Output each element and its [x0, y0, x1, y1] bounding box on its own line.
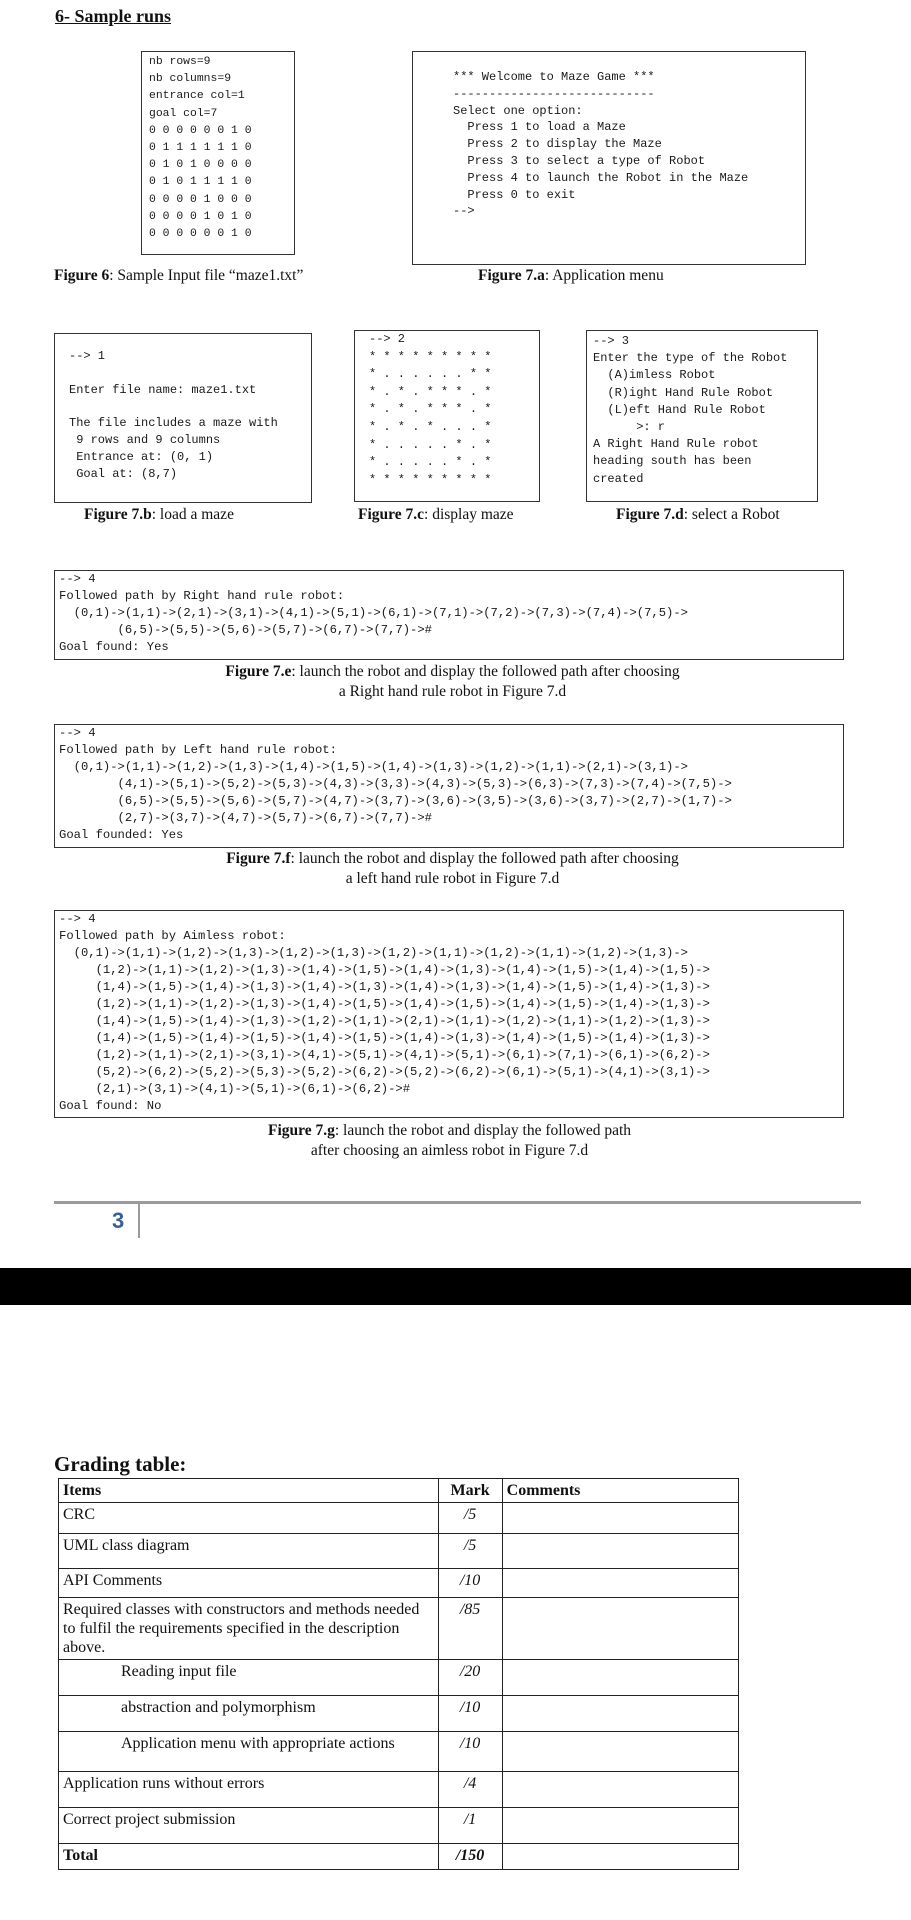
console-line: Enter file name: maze1.txt: [69, 382, 257, 397]
console-line: * . . . . . . * *: [369, 367, 492, 382]
console-line: nb rows=9: [149, 56, 211, 68]
figure-7c-box: [354, 330, 540, 502]
grading-comment: [502, 1660, 738, 1696]
grading-header-items: Items: [59, 1479, 439, 1503]
grading-table: [58, 1478, 739, 1870]
console-line: 0 0 0 0 0 0 1 0: [149, 124, 252, 137]
figure-7e-content: [59, 571, 688, 656]
console-line: (0,1)->(1,1)->(1,2)->(1,3)->(1,4)->(1,5)->(1,4)->(1,3)->(1,2)->(1,1)->(2,1)->(3,1)->: [59, 760, 688, 774]
console-line: (0,1)->(1,1)->(2,1)->(3,1)->(4,1)->(5,1)->(6,1)->(7,1)->(7,2)->(7,3)->(7,4)->(7,5)->: [59, 606, 688, 620]
console-line: (1,4)->(1,5)->(1,4)->(1,3)->(1,4)->(1,3)->(1,4)->(1,3)->(1,4)->(1,5)->(1,4)->(1,3)->: [59, 980, 710, 994]
grading-item: UML class diagram: [59, 1534, 439, 1569]
console-line: (L)eft Hand Rule Robot: [593, 402, 766, 417]
console-line: (1,2)->(1,1)->(1,2)->(1,3)->(1,4)->(1,5)->(1,4)->(1,3)->(1,4)->(1,5)->(1,4)->(1,5)->: [59, 963, 710, 977]
console-line: (R)ight Hand Rule Robot: [593, 385, 774, 400]
console-line: (5,2)->(6,2)->(5,2)->(5,3)->(5,2)->(6,2)->(5,2)->(6,2)->(6,1)->(5,1)->(4,1)->(3,1)->: [59, 1065, 710, 1079]
console-line: [69, 398, 278, 415]
grading-item: Application runs without errors: [59, 1772, 439, 1808]
grading-comment: [502, 1844, 738, 1870]
console-line: *** Welcome to Maze Game ***: [453, 70, 655, 84]
grading-table-title: Grading table:: [54, 1452, 187, 1476]
console-line: (A)imless Robot: [593, 368, 716, 383]
console-line: 0 0 0 0 0 0 1 0: [149, 228, 252, 241]
console-line: (6,5)->(5,5)->(5,6)->(5,7)->(6,7)->(7,7)->#: [59, 623, 432, 637]
console-line: * . . . . . * . *: [369, 455, 492, 470]
console-line: Press 0 to exit: [453, 187, 576, 202]
console-line: 9 rows and 9 columns: [69, 432, 221, 447]
console-line: goal col=7: [149, 107, 218, 120]
console-line: * . * . * * * . *: [369, 402, 492, 417]
console-line: 0 1 0 1 1 1 1 0: [149, 176, 252, 189]
section-heading: 6- Sample runs: [55, 6, 172, 26]
grading-item: CRC: [59, 1503, 439, 1534]
figure-7d-caption: Figure 7.d: select a Robot: [616, 506, 780, 523]
grading-item-total: Total: [59, 1844, 439, 1870]
figure-7f-content: [59, 725, 732, 844]
console-line: The file includes a maze with: [69, 416, 278, 431]
grading-comment: [502, 1772, 738, 1808]
footer-rule: [54, 1201, 861, 1204]
grading-item: Application menu with appropriate actions: [59, 1732, 439, 1772]
figure-7a-caption: Figure 7.a: Application menu: [478, 267, 664, 284]
grading-item: abstraction and polymorphism: [59, 1696, 439, 1732]
table-row: [59, 1660, 739, 1696]
table-row: [59, 1503, 739, 1534]
console-line: Goal founded: Yes: [59, 828, 184, 842]
console-line: (1,4)->(1,5)->(1,4)->(1,5)->(1,4)->(1,5)->(1,4)->(1,3)->(1,4)->(1,5)->(1,4)->(1,3)->: [59, 1031, 710, 1045]
figure-6-content: [149, 54, 252, 243]
console-line: (2,7)->(3,7)->(4,7)->(5,7)->(6,7)->(7,7)->#: [59, 811, 432, 825]
console-line: 0 1 0 1 0 0 0 0: [149, 159, 252, 172]
figure-7b-content: [69, 348, 278, 482]
figure-7e-box: [54, 570, 844, 660]
grading-mark: /5: [438, 1503, 502, 1534]
console-line: Followed path by Left hand rule robot:: [59, 743, 337, 757]
grading-item: API Comments: [59, 1569, 439, 1598]
figure-7d-box: [586, 330, 818, 502]
grading-comment: [502, 1696, 738, 1732]
table-row-total: [59, 1844, 739, 1870]
grading-header-mark: Mark: [438, 1479, 502, 1503]
console-line: A Right Hand Rule robot: [593, 437, 759, 452]
grading-comment: [502, 1598, 738, 1660]
table-row: [59, 1569, 739, 1598]
console-line: Followed path by Aimless robot:: [59, 929, 286, 943]
console-line: (1,2)->(1,1)->(2,1)->(3,1)->(4,1)->(5,1)->(4,1)->(5,1)->(6,1)->(7,1)->(6,1)->(6,2)->: [59, 1048, 710, 1062]
grading-item: Required classes with constructors and methods needed to fulfil the requirements specified in the description above.: [59, 1598, 439, 1660]
grading-item: Correct project submission: [59, 1808, 439, 1844]
console-line: Goal found: No: [59, 1099, 162, 1113]
console-line: * . * . * . . . *: [369, 419, 492, 434]
figure-7f-box: [54, 724, 844, 848]
console-line: --> 4: [59, 572, 96, 586]
figure-7e-caption: Figure 7.e: launch the robot and display the followed path after choosing a Right hand rule robot in Figure 7.d: [225, 663, 680, 700]
console-line: * * * * * * * * *: [369, 349, 492, 364]
console-line: (1,2)->(1,1)->(1,2)->(1,3)->(1,4)->(1,5)->(1,4)->(1,5)->(1,4)->(1,5)->(1,4)->(1,3)->: [59, 997, 710, 1011]
console-line: --> 2: [369, 332, 406, 346]
grading-comment: [502, 1808, 738, 1844]
grading-comment: [502, 1569, 738, 1598]
figure-7c-caption: Figure 7.c: display maze: [358, 506, 514, 523]
grading-mark: /10: [438, 1732, 502, 1772]
console-line: entrance col=1: [149, 90, 245, 103]
grading-comment: [502, 1534, 738, 1569]
console-line: * . * . * * * . *: [369, 384, 492, 399]
page-separator-band: [0, 1268, 911, 1305]
figure-7g-content: [59, 911, 710, 1115]
console-line: --> 4: [59, 726, 96, 740]
console-line: ----------------------------: [453, 86, 655, 101]
console-line: --> 3: [593, 334, 630, 348]
table-row: [59, 1598, 739, 1660]
figure-7f-caption: Figure 7.f: launch the robot and display the followed path after choosing a left hand rule robot in Figure 7.d: [226, 850, 679, 887]
console-line: Press 2 to display the Maze: [453, 137, 662, 152]
console-line: 0 1 1 1 1 1 1 0: [149, 142, 252, 155]
console-line: nb columns=9: [149, 73, 232, 86]
console-line: -->: [453, 204, 475, 219]
figure-7c-content: [369, 331, 491, 489]
grading-mark: /4: [438, 1772, 502, 1808]
console-line: (0,1)->(1,1)->(1,2)->(1,3)->(1,2)->(1,3)->(1,2)->(1,1)->(1,2)->(1,1)->(1,2)->(1,3)->: [59, 946, 688, 960]
console-line: Enter the type of the Robot: [593, 351, 788, 366]
console-line: 0 0 0 0 1 0 1 0: [149, 210, 252, 223]
grading-mark: /20: [438, 1660, 502, 1696]
console-line: Press 4 to launch the Robot in the Maze: [453, 170, 749, 185]
console-line: Press 3 to select a type of Robot: [453, 153, 706, 168]
console-line: >: r: [593, 420, 666, 435]
console-line: * . . . . . * . *: [369, 437, 492, 452]
grading-comment: [502, 1732, 738, 1772]
console-line: [69, 365, 278, 382]
console-line: created: [593, 471, 644, 486]
console-line: heading south has been: [593, 454, 752, 469]
console-line: --> 4: [59, 912, 96, 926]
figure-7a-box: [412, 51, 806, 265]
console-line: 0 0 0 0 1 0 0 0: [149, 193, 252, 206]
figure-6-caption: Figure 6: Sample Input file “maze1.txt”: [54, 267, 304, 284]
console-line: Goal found: Yes: [59, 640, 169, 654]
console-line: Press 1 to load a Maze: [453, 120, 626, 135]
console-line: * * * * * * * * *: [369, 472, 492, 487]
grading-mark: /1: [438, 1808, 502, 1844]
console-line: (6,5)->(5,5)->(5,6)->(5,7)->(4,7)->(3,7)->(3,6)->(3,5)->(3,6)->(3,7)->(2,7)->(1,7)->: [59, 794, 732, 808]
grading-mark: /10: [438, 1569, 502, 1598]
figure-7g-caption: Figure 7.g: launch the robot and display the followed path after choosing an aimless robot in Figure 7.d: [267, 1122, 632, 1159]
page-number-divider: [138, 1204, 140, 1238]
console-line: (2,1)->(3,1)->(4,1)->(5,1)->(6,1)->(6,2)->#: [59, 1082, 411, 1096]
grading-mark: /85: [438, 1598, 502, 1660]
figure-7a-content: [453, 69, 748, 220]
figure-7g-box: [54, 910, 844, 1118]
table-row: [59, 1696, 739, 1732]
grading-mark: /10: [438, 1696, 502, 1732]
table-row: [59, 1534, 739, 1569]
console-line: Goal at: (8,7): [69, 466, 178, 481]
grading-mark: /5: [438, 1534, 502, 1569]
grading-comment: [502, 1503, 738, 1534]
table-row: [59, 1772, 739, 1808]
console-line: --> 1: [69, 349, 106, 363]
grading-header-comments: Comments: [502, 1479, 738, 1503]
page-number: 3: [112, 1208, 125, 1233]
console-line: Followed path by Right hand rule robot:: [59, 589, 345, 603]
figure-7b-box: [54, 333, 312, 503]
figure-6-box: [141, 51, 295, 255]
table-row: [59, 1808, 739, 1844]
grading-mark-total: /150: [438, 1844, 502, 1870]
console-line: Entrance at: (0, 1): [69, 449, 214, 464]
console-line: Select one option:: [453, 103, 583, 118]
figure-7b-caption: Figure 7.b: load a maze: [84, 506, 234, 523]
table-row: [59, 1732, 739, 1772]
figure-7d-content: [593, 333, 787, 488]
console-line: (4,1)->(5,1)->(5,2)->(5,3)->(4,3)->(3,3)->(4,3)->(5,3)->(6,3)->(7,3)->(7,4)->(7,5)->: [59, 777, 732, 791]
grading-item: Reading input file: [59, 1660, 439, 1696]
console-line: (1,4)->(1,5)->(1,4)->(1,3)->(1,2)->(1,1)->(2,1)->(1,1)->(1,2)->(1,1)->(1,2)->(1,3)->: [59, 1014, 710, 1028]
